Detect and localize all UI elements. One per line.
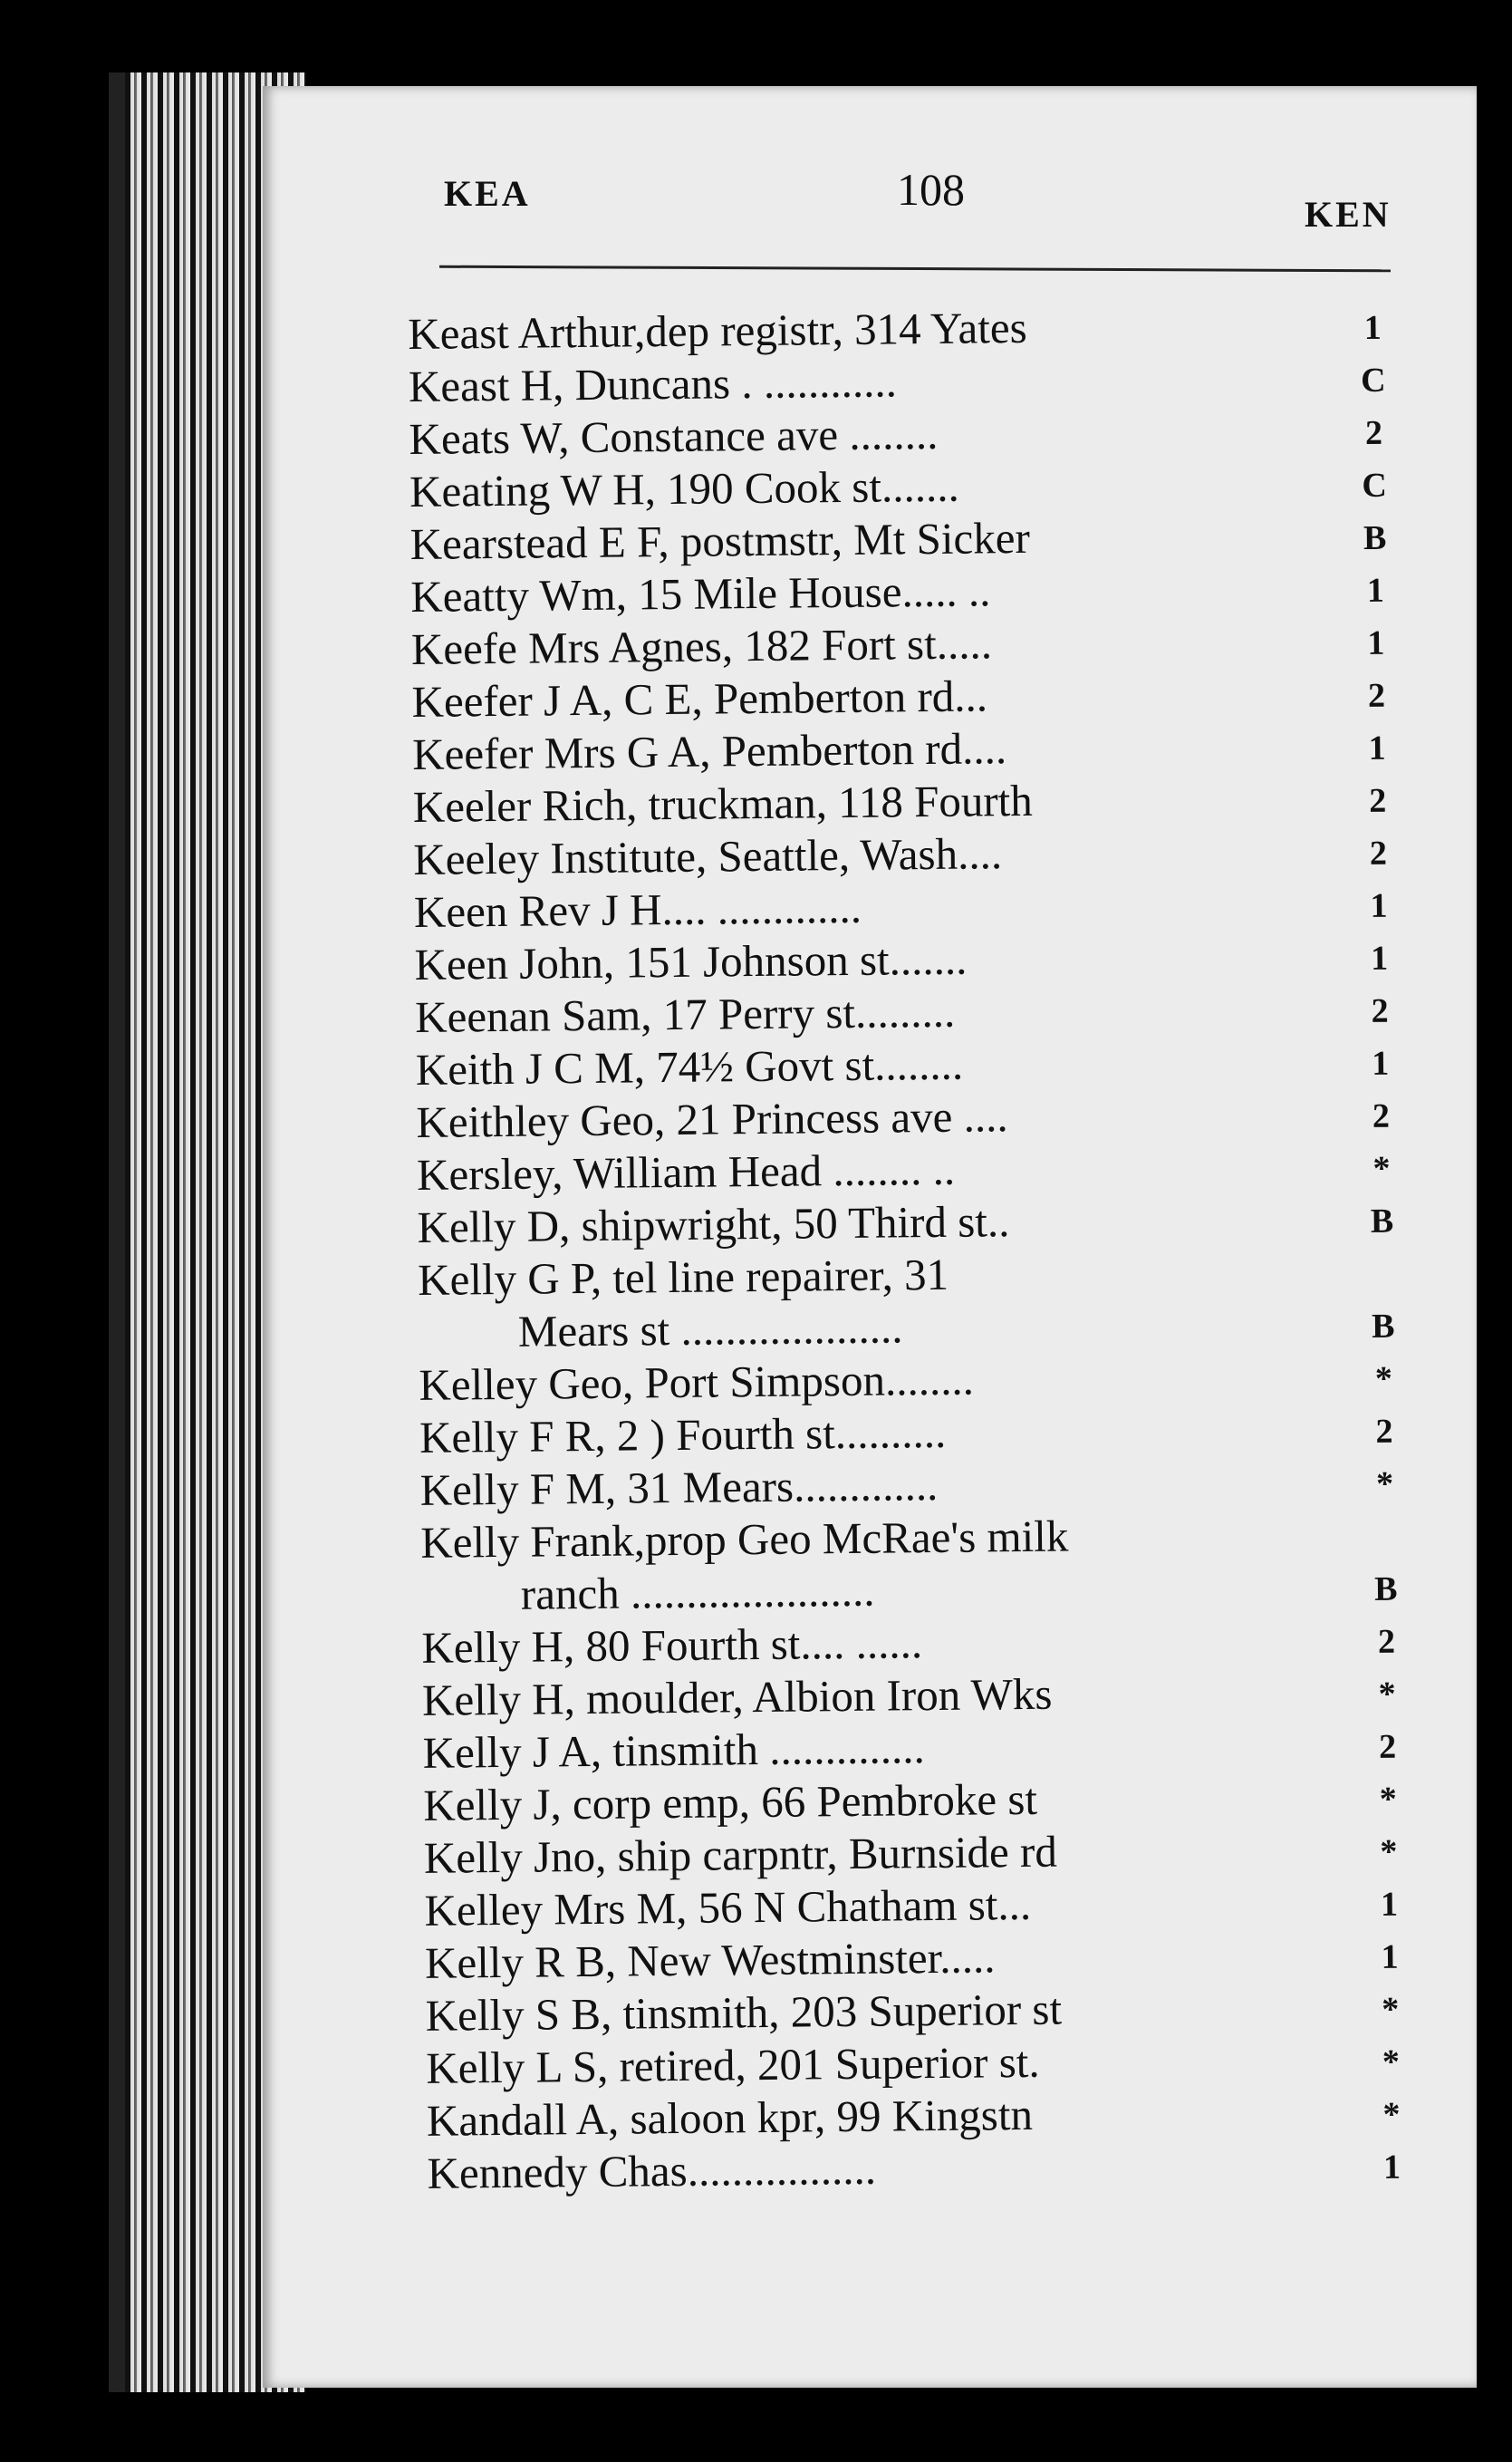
entry-code: 2 — [1369, 834, 1388, 873]
entry-text: Keating W H, 190 Cook st....... — [409, 460, 959, 517]
entry-text: Kersley, William Head ........ .. — [416, 1144, 956, 1200]
entry-text: Keenan Sam, 17 Perry st......... — [414, 986, 956, 1042]
entry-text: Keats W, Constance ave ........ — [409, 408, 939, 464]
entry-text: Kelly R B, New Westminster..... — [424, 1932, 996, 1988]
page-number: 108 — [897, 164, 965, 215]
entry-code: 1 — [1368, 729, 1386, 768]
entry-code: 1 — [1370, 939, 1389, 978]
entry-code: * — [1378, 1675, 1396, 1714]
entry-text: Keefer J A, C E, Pemberton rd... — [411, 671, 988, 727]
entry-code: 2 — [1377, 1622, 1396, 1661]
entry-text: Keeley Institute, Seattle, Wash.... — [413, 828, 1003, 884]
entry-code: * — [1382, 2042, 1401, 2081]
entry-code: 1 — [1366, 571, 1385, 610]
entry-code: B — [1363, 518, 1387, 557]
entry-code: * — [1374, 1359, 1393, 1398]
directory-entry — [427, 2137, 1433, 2200]
entry-code: 2 — [1378, 1727, 1397, 1766]
entry-code: * — [1375, 1464, 1394, 1503]
entry-code: 1 — [1367, 623, 1385, 662]
entry-code: C — [1360, 361, 1386, 400]
entry-code: 2 — [1372, 1096, 1391, 1135]
entry-text: Kandall A, saloon kpr, 99 Kingstn — [426, 2089, 1034, 2146]
entry-text: Keeler Rich, truckman, 118 Fourth — [412, 775, 1034, 832]
entry-text: Keefer Mrs G A, Pemberton rd.... — [411, 723, 1007, 779]
right-scan-edge — [1487, 0, 1512, 2462]
entry-text: Keast Arthur,dep registr, 314 Yates — [408, 302, 1027, 359]
entry-text: Keefe Mrs Agnes, 182 Fort st..... — [410, 618, 993, 674]
header-right-guide-word: KEN — [1305, 194, 1392, 235]
entry-text: Mears st .................... — [517, 1302, 903, 1357]
header-rule — [439, 266, 1391, 273]
entry-code: 1 — [1381, 1937, 1399, 1976]
entry-text: Kelley Geo, Port Simpson........ — [419, 1354, 975, 1410]
entry-code: 1 — [1370, 886, 1388, 925]
entry-text: Keen John, 151 Johnson st....... — [414, 933, 968, 990]
entry-code — [1344, 1547, 1426, 1548]
entry-text: Kelly L S, retired, 201 Superior st. — [426, 2036, 1040, 2093]
entry-text: Keen Rev J H.... ............. — [413, 882, 862, 937]
entry-text: Keithley Geo, 21 Princess ave .... — [416, 1091, 1008, 1147]
entry-code: C — [1362, 466, 1388, 505]
entry-code: * — [1379, 1780, 1398, 1819]
entry-code: * — [1382, 1990, 1400, 2029]
entry-text: Kelly G P, tel line repairer, 31 — [417, 1249, 949, 1305]
entry-code: 2 — [1367, 676, 1386, 715]
entry-text: Kelly J A, tinsmith .............. — [422, 1723, 925, 1778]
entry-code: B — [1370, 1202, 1394, 1241]
entry-code: * — [1380, 1832, 1398, 1871]
entry-text: Kelly Jno, ship carpntr, Burnside rd — [423, 1826, 1058, 1883]
entry-code: B — [1371, 1307, 1395, 1346]
entry-text: Kelly D, shipwright, 50 Third st.. — [417, 1196, 1010, 1252]
entry-text: Kelly S B, tinsmith, 203 Superior st — [425, 1984, 1063, 2041]
entry-text: Kelly H, 80 Fourth st.... ...... — [421, 1617, 923, 1673]
header-left-guide-word: KEA — [444, 173, 531, 214]
entry-text: Kennedy Chas................. — [427, 2143, 877, 2198]
entry-code: 1 — [1382, 2148, 1401, 2187]
entry-text: Kelly Frank,prop Geo McRae's milk — [419, 1511, 1069, 1568]
entry-code: 2 — [1375, 1412, 1393, 1451]
entry-code: 2 — [1371, 991, 1389, 1030]
entry-text: Keast H, Duncans . ............ — [408, 356, 898, 411]
entry-code: 2 — [1364, 413, 1383, 452]
entry-text: Kearstead E F, postmstr, Mt Sicker — [409, 512, 1031, 569]
entry-text: Kelly F M, 31 Mears............. — [419, 1459, 939, 1515]
entry-text: Kelly F R, 2 ) Fourth st.......... — [419, 1406, 947, 1463]
entry-text: Keatty Wm, 15 Mile House..... .. — [410, 565, 991, 622]
entry-text: Kelly H, moulder, Albion Iron Wks — [421, 1668, 1053, 1725]
entry-text: Keith J C M, 74½ Govt st........ — [415, 1038, 964, 1095]
entry-code: 1 — [1380, 1885, 1399, 1924]
entry-code: * — [1372, 1149, 1391, 1188]
entry-code: 1 — [1372, 1044, 1390, 1083]
entry-code: B — [1373, 1569, 1398, 1608]
directory-page — [263, 86, 1477, 2388]
entry-text: Kelly J, corp emp, 66 Pembroke st — [423, 1773, 1038, 1830]
entry-code: * — [1382, 2095, 1401, 2134]
entry-text: Kelley Mrs M, 56 N Chatham st... — [424, 1878, 1032, 1936]
entry-code — [1342, 1284, 1423, 1285]
entry-code: 2 — [1369, 781, 1387, 820]
entry-text: ranch ...................... — [520, 1565, 875, 1619]
entry-code: 1 — [1363, 308, 1382, 347]
directory-entries — [408, 297, 1433, 2200]
